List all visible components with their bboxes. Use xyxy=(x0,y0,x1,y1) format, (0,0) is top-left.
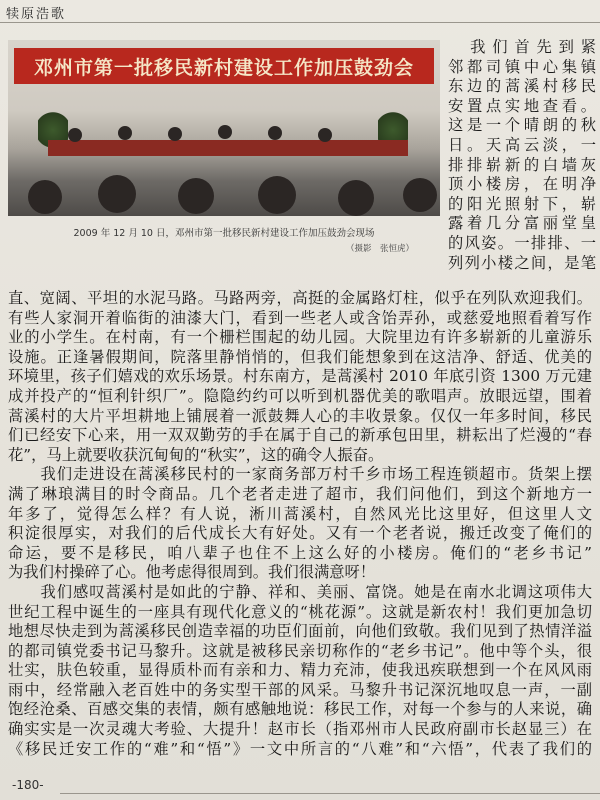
text-line: 的风姿。一排排、一 xyxy=(448,233,596,252)
audience-head xyxy=(178,178,214,214)
person-head xyxy=(168,127,182,141)
running-header xyxy=(0,0,600,23)
audience-head xyxy=(258,176,296,214)
text-line: 的都司镇党委书记马黎升。这就是被移民亲切称作的“老乡书记”。他中等个头，很 xyxy=(8,641,592,660)
text-line: 为我们村操碎了心。他考虑得很周到。我们很满意呀！ xyxy=(8,563,376,582)
text-line: 环境里，孩子们嬉戏的欢乐场景。村东南方，是蒿溪村 2010 年底引资 1300 万元建 xyxy=(8,367,592,386)
text-line: 业的小学生。在村南，有一个栅栏围起的幼儿园。大院里边有许多崭新的儿童游乐 xyxy=(8,328,592,347)
text-line: 东边的蒿溪村移民 xyxy=(448,77,596,96)
running-head-title: 犊原浩歌 xyxy=(6,7,67,22)
text-line: 我们走进设在蒿溪移民村的一家商务部万村千乡市场工程连锁超市。货架上摆 xyxy=(8,465,592,484)
text-line: 花”，马上就要收获沉甸甸的“秋实”，这的确令人振奋。 xyxy=(8,445,384,464)
text-line: 雨中，经常融入老百姓中的务实型干部的风采。马黎升书记深沉地叹息一声，一副 xyxy=(8,680,592,699)
person-head xyxy=(68,128,82,142)
text-line: 列列小楼之间，是笔 xyxy=(448,253,596,272)
text-line: 安置点实地查看。 xyxy=(448,96,596,115)
text-line: 们已经安下心来，用一双双勤劳的手在属于自己的新承包田里，耕耘出了烂漫的“春 xyxy=(8,426,592,445)
text-line: 《移民迁安工作的“难”和“悟”》一文中所言的“八难”和“六悟”，代表了我们的 xyxy=(8,739,592,758)
text-line: 年多了，觉得怎么样？有人说，淅川蒿溪村，自然风光比这里好，但这里人文 xyxy=(8,504,592,523)
audience-head xyxy=(403,178,437,212)
photo-caption: 2009 年 12 月 10 日，邓州市第一批移民新村建设工作加压鼓劲会现场 xyxy=(73,228,375,239)
text-line: 满了琳琅满目的时令商品。几个老者走进了超市，我们问他们，到这个新地方一 xyxy=(8,484,592,503)
text-line: 有些人家洞开着临街的油漆大门，看到一些老人或含饴弄孙，或慈爱地照看着写作 xyxy=(8,308,592,327)
text-line: 我们首先到紧 xyxy=(448,38,596,56)
person-head xyxy=(218,125,232,139)
text-line: 直、宽阔、平坦的水泥马路。马路两旁，高挺的金属路灯柱，似乎在列队欢迎我们。 xyxy=(8,289,592,307)
audience-head xyxy=(28,180,62,214)
text-line: 地想尽快走到为蒿溪移民创造幸福的功臣们面前，向他们致敬。我们见到了热情洋溢 xyxy=(8,622,592,641)
stage-table xyxy=(48,140,408,156)
person-head xyxy=(268,126,282,140)
text-line: 排排崭新的白墙灰 xyxy=(448,155,596,174)
text-line: 这是一个晴朗的秋 xyxy=(448,116,596,135)
text-line: 命运，要不是移民，咱八辈子也住不上这么好的小楼房。俺们的“老乡书记” xyxy=(8,543,592,562)
text-line: 邻都司镇中心集镇 xyxy=(448,57,596,76)
banner-text: 邓州市第一批移民新村建设工作加压鼓劲会 xyxy=(33,56,414,79)
photo-figure xyxy=(8,40,440,264)
text-line: 饱经沧桑、百感交集的表情，颇有感触地说：移民工作，对每一个参与的人来说，确 xyxy=(8,700,592,719)
text-line: 积淀很厚实，对我们的后代成长大有好处。又有一个老者说，搬迁改变了俺们的 xyxy=(8,524,592,543)
footer-rule xyxy=(60,793,600,794)
body-text-column xyxy=(8,289,592,759)
page-number: -180- xyxy=(12,778,44,792)
audience-head xyxy=(338,180,374,216)
text-line: 成并投产的“恒利针织厂”。隐隐约约可以听到机器优美的歌唱声。放眼远望，围着 xyxy=(8,386,592,405)
person-head xyxy=(318,128,332,142)
side-text-column xyxy=(448,38,596,273)
text-line: 设施。正逢暑假期间，院落里静悄悄的，但我们能想象到在这洁净、舒适、优美的 xyxy=(8,347,592,366)
text-line: 蒿溪村的大片平坦耕地上铺展着一派鼓舞人心的丰收景象。仅仅一年多时间，移民 xyxy=(8,406,592,425)
text-line: 顶小楼房，在明净 xyxy=(448,175,596,194)
meeting-photo xyxy=(8,40,440,216)
audience-head xyxy=(98,175,136,213)
person-head xyxy=(118,126,132,140)
text-line: 确实实是一次灵魂大考验、大提升！赵市长（指邓州市人民政府副市长赵显三）在 xyxy=(8,720,592,739)
text-line: 壮实，肤色较重，显得质朴而有亲和力、精力充沛，使我迅疾联想到一个在风风雨 xyxy=(8,661,592,680)
text-line: 露着几分富丽堂皇 xyxy=(448,214,596,233)
photo-credit: （摄影 张恒虎） xyxy=(345,244,414,254)
text-line: 我们感叹蒿溪村是如此的宁静、祥和、美丽、富饶。她是在南水北调这项伟大 xyxy=(8,582,592,601)
photo-banner xyxy=(14,48,434,84)
text-line: 日。天高云淡，一 xyxy=(448,135,596,154)
text-line: 世纪工程中诞生的一座具有现代化意义的“桃花源”。这就是新农村！我们更加急切 xyxy=(8,602,592,621)
text-line: 的阳光照射下，崭 xyxy=(448,194,596,213)
